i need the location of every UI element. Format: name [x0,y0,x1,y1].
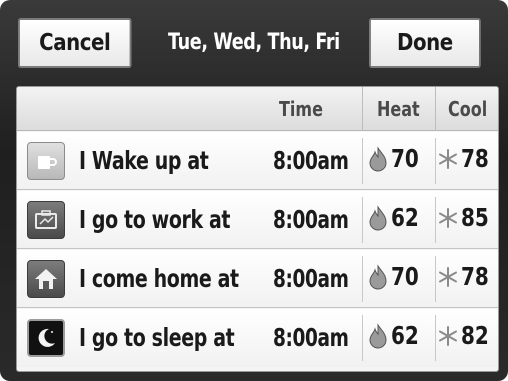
header-time: Time [279,97,323,121]
flame-icon [367,146,389,172]
snowflake-icon [437,264,459,290]
schedule-row-wake[interactable] [17,132,499,190]
row-time[interactable]: 8:00am [273,205,349,234]
row-label: I Wake up at [79,146,209,175]
cool-setpoint[interactable] [437,262,496,291]
heat-value: 70 [391,262,419,291]
row-divider [362,138,363,184]
table-header [17,87,499,131]
header-cool: Cool [448,97,488,121]
schedule-table [16,86,499,372]
cool-value: 85 [461,203,489,232]
row-label: I go to work at [79,205,231,234]
flame-icon [367,323,389,349]
heat-setpoint[interactable] [367,262,426,291]
snowflake-icon [437,323,459,349]
row-label: I come home at [79,264,239,293]
flame-icon [367,264,389,290]
snowflake-icon [437,205,459,231]
row-time[interactable]: 8:00am [273,146,349,175]
row-divider [435,138,436,184]
header-divider [435,87,436,131]
cool-setpoint[interactable] [437,321,496,350]
row-divider [435,256,436,302]
header-heat: Heat [377,97,420,121]
flame-icon [367,205,389,231]
row-label: I go to sleep at [79,323,235,352]
row-time[interactable]: 8:00am [273,264,349,293]
heat-setpoint[interactable] [367,203,426,232]
top-bar [0,0,508,84]
schedule-row-sleep[interactable] [17,309,499,367]
snowflake-icon [437,146,459,172]
moon-icon [27,319,65,357]
row-divider [435,197,436,243]
cool-value: 82 [461,321,489,350]
heat-value: 62 [391,203,419,232]
row-time[interactable]: 8:00am [273,323,349,352]
schedule-row-work[interactable] [17,191,499,249]
coffee-cup-icon [27,142,65,180]
cool-setpoint[interactable] [437,203,496,232]
schedule-row-home[interactable] [17,250,499,308]
header-divider [362,87,363,131]
row-divider [362,315,363,361]
row-divider [362,256,363,302]
heat-setpoint[interactable] [367,321,426,350]
house-icon [27,260,65,298]
heat-value: 62 [391,321,419,350]
cool-value: 78 [461,262,489,291]
row-divider [435,315,436,361]
selected-days-label: Tue, Wed, Thu, Fri [168,30,340,55]
cool-setpoint[interactable] [437,144,496,173]
done-button[interactable]: Done [369,18,481,68]
cancel-button[interactable]: Cancel [18,18,132,68]
cool-value: 78 [461,144,489,173]
heat-value: 70 [391,144,419,173]
heat-setpoint[interactable] [367,144,426,173]
row-divider [362,197,363,243]
briefcase-icon [27,201,65,239]
